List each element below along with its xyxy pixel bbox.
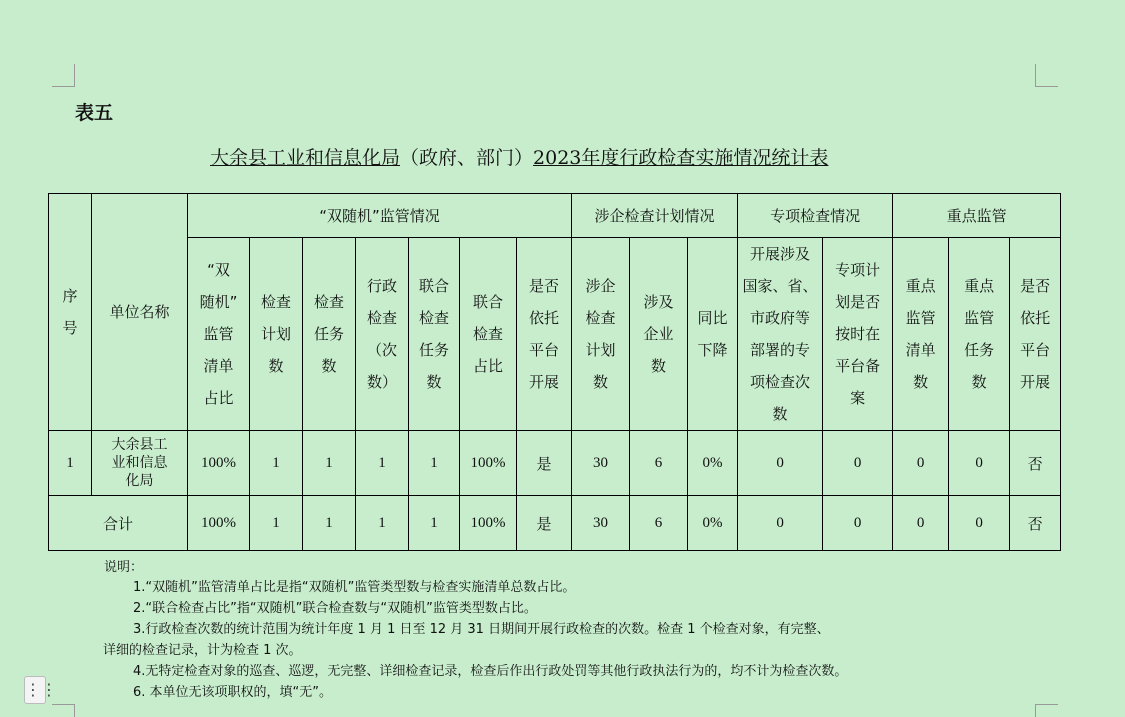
column-header-4: 行政 检查 （次 数）	[356, 238, 409, 431]
column-header-12: 专项计 划是否 按时在 平台备 案	[823, 238, 893, 431]
table-cell: 1	[356, 431, 409, 496]
column-header-6: 联合 检查 占比	[460, 238, 517, 431]
title-year: 2023	[533, 147, 582, 169]
table-cell: 0	[823, 431, 893, 496]
total-cell: 100%	[460, 496, 517, 551]
table-cell: 0	[893, 431, 949, 496]
header-row-groups	[49, 194, 1061, 238]
header-group-double-random: “双随机”监管情况	[188, 194, 572, 238]
table-cell: 30	[572, 431, 630, 496]
note-item: 2.“联合检查占比”指“双随机”联合检查数与“双随机”监管类型数占比。	[133, 601, 537, 616]
total-cell: 0	[893, 496, 949, 551]
total-cell: 6	[630, 496, 688, 551]
header-unit-name: 单位名称	[92, 194, 188, 431]
total-row	[49, 496, 1061, 551]
total-cell: 0	[823, 496, 893, 551]
total-cell: 1	[409, 496, 460, 551]
column-header-7: 是否 依托 平台 开展	[517, 238, 572, 431]
note-item: 4.无特定检查对象的巡查、巡逻，无完整、详细检查记录，检查后作出行政处罚等其他行政执法行为的，均不计为检查次数。	[133, 664, 848, 679]
crop-mark-top-left	[52, 64, 75, 87]
table-cell: 1	[409, 431, 460, 496]
drag-handle-icon[interactable]: ⋮⋮	[24, 676, 46, 704]
column-header-5: 联合 检查 任务 数	[409, 238, 460, 431]
header-group-enterprise-plan: 涉企检查计划情况	[572, 194, 738, 238]
total-cell: 1	[303, 496, 356, 551]
total-cell: 否	[1010, 496, 1061, 551]
column-header-8: 涉企 检查 计划 数	[572, 238, 630, 431]
total-cell: 100%	[188, 496, 250, 551]
table-cell: 0	[949, 431, 1010, 496]
column-header-11: 开展涉及 国家、省、 市政府等 部署的专 项检查次 数	[738, 238, 823, 431]
column-header-15: 是否 依托 平台 开展	[1010, 238, 1061, 431]
title-suffix: 年度行政检查实施情况统计表	[581, 147, 829, 169]
total-cell: 1	[356, 496, 409, 551]
note-item: 详细的检查记录，计为检查 1 次。	[103, 643, 302, 658]
header-seq: 序 号	[49, 194, 92, 431]
table-label: 表五	[75, 102, 114, 124]
table-cell: 是	[517, 431, 572, 496]
inspection-stats-table	[48, 193, 1061, 551]
crop-mark-bottom-right	[1035, 704, 1058, 717]
notes-label: 说明：	[104, 560, 144, 575]
title-prefix: 大余县工业和信息化局	[210, 147, 401, 169]
header-row-columns	[49, 238, 1061, 431]
note-item: 3.行政检查次数的统计范围为统计年度 1 月 1 日至 12 月 31 日期间开展行政检查的次数。检查 1 个检查对象，有完整、	[133, 622, 830, 637]
table-cell: 0	[738, 431, 823, 496]
column-header-2: 检查 计划 数	[250, 238, 303, 431]
table-cell: 100%	[460, 431, 517, 496]
column-header-9: 涉及 企业 数	[630, 238, 688, 431]
crop-mark-top-right	[1035, 64, 1058, 87]
total-cell: 30	[572, 496, 630, 551]
crop-mark-bottom-left	[52, 704, 75, 717]
table-cell: 1	[250, 431, 303, 496]
total-cell: 1	[250, 496, 303, 551]
table-cell: 0%	[688, 431, 738, 496]
total-cell: 0	[949, 496, 1010, 551]
cell-total-label: 合计	[49, 496, 188, 551]
table-cell: 6	[630, 431, 688, 496]
header-group-special-inspection: 专项检查情况	[738, 194, 893, 238]
table-row	[49, 431, 1061, 496]
table-cell: 100%	[188, 431, 250, 496]
column-header-14: 重点 监管 任务 数	[949, 238, 1010, 431]
table-cell: 1	[303, 431, 356, 496]
total-cell: 是	[517, 496, 572, 551]
note-item: 6. 本单位无该项职权的，填“无”。	[133, 685, 333, 700]
column-header-10: 同比 下降	[688, 238, 738, 431]
column-header-3: 检查 任务 数	[303, 238, 356, 431]
total-cell: 0%	[688, 496, 738, 551]
column-header-1: “双 随机” 监管 清单 占比	[188, 238, 250, 431]
cell-seq: 1	[49, 431, 92, 496]
total-cell: 0	[738, 496, 823, 551]
column-header-13: 重点 监管 清单 数	[893, 238, 949, 431]
table-cell: 否	[1010, 431, 1061, 496]
cell-unit-name: 大余县工 业和信息 化局	[92, 431, 188, 496]
document-title	[210, 143, 828, 170]
note-item: 1.“双随机”监管清单占比是指“双随机”监管类型数与检查实施清单总数占比。	[133, 580, 576, 595]
title-middle: （政府、部门）	[400, 147, 534, 169]
header-group-key-supervision: 重点监管	[893, 194, 1061, 238]
